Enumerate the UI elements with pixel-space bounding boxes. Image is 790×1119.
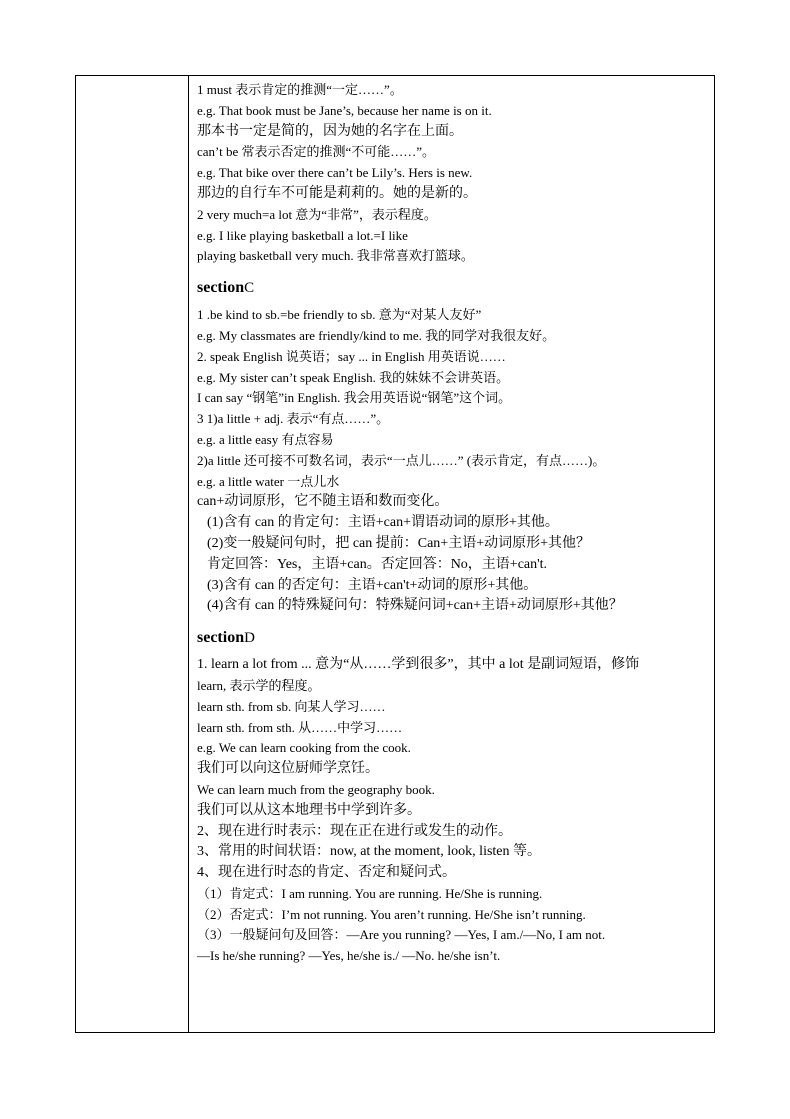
note-line: 1 must 表示肯定的推测“一定……”。 — [197, 82, 403, 97]
note-line: e.g. a little water 一点儿水 — [197, 473, 340, 489]
note-line: —Is he/she running? —Yes, he/she is./ —No. he/she isn’t. — [197, 948, 501, 964]
section-heading-letter: D — [244, 630, 255, 647]
note-line: （1）肯定式：I am running. You are running. He/She is running. — [197, 885, 543, 901]
note-line: playing basketball very much. 我非常喜欢打篮球。 — [197, 248, 474, 264]
note-line: 3、常用的时间状语：now, at the moment, look, listen 等。 — [197, 844, 542, 860]
note-line: (2)变一般疑问句时，把 can 提前：Can+主语+动词原形+其他？ — [207, 535, 590, 551]
note-line: (4)含有 can 的特殊疑问句：特殊疑问词+can+主语+动词原形+其他？ — [207, 598, 623, 614]
left-column — [76, 76, 189, 1032]
section-heading-word: section — [197, 629, 245, 647]
note-line: learn sth. from sth. 从……中学习…… — [197, 719, 403, 735]
note-line: 3 1)a little + adj. 表示“有点……”。 — [197, 411, 390, 427]
note-line: e.g. That book must be Jane’s, because her name is on it. — [197, 102, 492, 118]
section-c-notes — [197, 305, 713, 617]
note-line: 2 very much=a lot 意为“非常”，表示程度。 — [197, 206, 437, 222]
note-line: e.g. We can learn cooking from the cook. — [197, 740, 411, 756]
section-heading-letter: C — [244, 280, 255, 297]
note-line: （2）否定式：I’m not running. You aren’t running. He/She isn’t running. — [197, 906, 586, 922]
note-line: learn, 表示学的程度。 — [197, 677, 321, 693]
note-line: e.g. My sister can’t speak English. 我的妹妹不会讲英语。 — [197, 369, 510, 385]
note-line: 1 .be kind to sb.=be friendly to sb. 意为“对某人友好” — [197, 307, 482, 323]
note-line: 2)a little 还可接不可数名词，表示“一点儿……” (表示肯定，有点……)。 — [197, 452, 606, 468]
notes-content — [197, 80, 713, 967]
note-line: 我们可以从这本地理书中学到许多。 — [197, 802, 421, 818]
note-line: 肯定回答：Yes，主语+can。否定回答：No，主语+can't. — [207, 556, 548, 572]
note-line: 1. learn a lot from ... 意为“从……学到很多”，其中 a lot 是副词短语，修饰 — [197, 657, 640, 673]
section-b-notes — [197, 80, 713, 267]
note-line: 那边的自行车不可能是莉莉的。她的是新的。 — [197, 185, 477, 201]
note-line: e.g. a little easy 有点容易 — [197, 431, 334, 447]
note-line: We can learn much from the geography book. — [197, 781, 435, 797]
note-line: learn sth. from sb. 向某人学习…… — [197, 698, 386, 714]
note-line: 我们可以向这位厨师学烹饪。 — [197, 761, 379, 777]
note-line: e.g. That bike over there can’t be Lily’s. Hers is new. — [197, 165, 473, 181]
section-heading-word: section — [197, 279, 245, 297]
note-line: 4、现在进行时态的肯定、否定和疑问式。 — [197, 865, 456, 881]
section-d-heading — [197, 627, 713, 649]
note-line: 那本书一定是简的，因为她的名字在上面。 — [197, 123, 463, 139]
note-line: 2、现在进行时表示：现在正在进行或发生的动作。 — [197, 823, 512, 839]
note-line: I can say “钢笔”in English. 我会用英语说“钢笔”这个词。 — [197, 390, 512, 406]
note-line: e.g. I like playing basketball a lot.=I like — [197, 227, 408, 243]
note-line: （3）一般疑问句及回答：—Are you running? —Yes, I am./—No, I am not. — [197, 927, 606, 943]
note-line: 2. speak English 说英语；say ... in English 用英语说…… — [197, 348, 506, 364]
notes-table — [75, 75, 715, 1033]
section-c-heading — [197, 277, 713, 299]
note-line: (1)含有 can 的肯定句：主语+can+谓语动词的原形+其他。 — [207, 515, 559, 531]
note-line: e.g. My classmates are friendly/kind to me. 我的同学对我很友好。 — [197, 327, 556, 343]
section-d-notes — [197, 655, 713, 967]
note-line: can+动词原形，它不随主语和数而变化。 — [197, 494, 449, 510]
note-line: (3)含有 can 的否定句：主语+can't+动词的原形+其他。 — [207, 577, 538, 593]
note-line: can’t be 常表示否定的推测“不可能……”。 — [197, 144, 436, 160]
